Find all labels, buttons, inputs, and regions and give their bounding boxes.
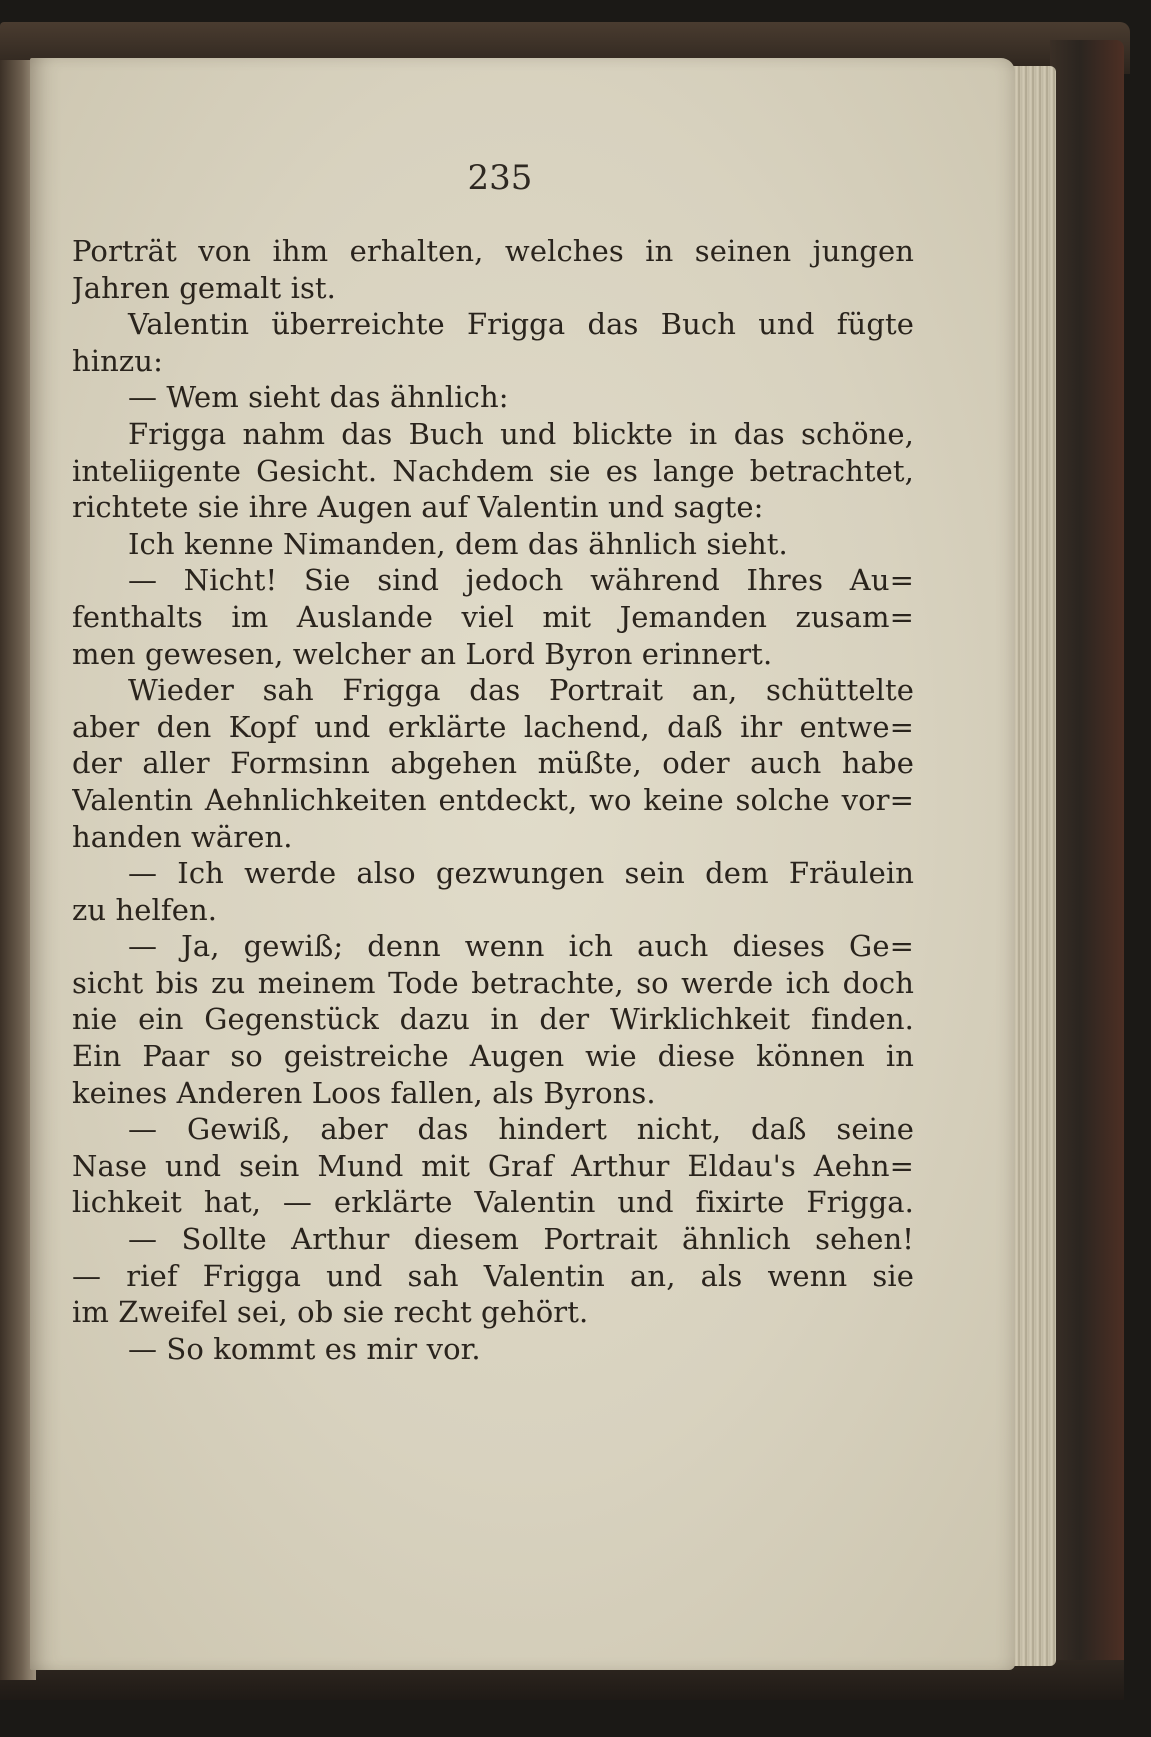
text-line: der aller Formsinn abgehen müßte, oder auch habe <box>72 746 914 781</box>
page-number: 235 <box>467 158 533 198</box>
text-line: — Gewiß, aber das hindert nicht, daß seine <box>128 1112 914 1147</box>
text-line: keines Anderen Loos fallen, als Byrons. <box>72 1075 656 1110</box>
text-line: im Zweifel sei, ob sie recht gehört. <box>72 1295 589 1330</box>
text-line: hinzu: <box>72 343 163 378</box>
book-page <box>30 58 1015 1670</box>
text-line: sicht bis zu meinem Tode betrachte, so werde ich doch <box>72 965 914 1000</box>
text-line: Valentin Aehnlichkeiten entdeckt, wo keine solche vor= <box>72 782 914 817</box>
text-line: — Wem sieht das ähnlich: <box>128 380 509 415</box>
text-line: fenthalts im Auslande viel mit Jemanden zusam= <box>72 599 914 634</box>
text-line: — Ja, gewiß; denn wenn ich auch dieses Ge= <box>128 929 914 964</box>
text-line: Ein Paar so geistreiche Augen wie diese können in <box>72 1039 914 1074</box>
text-line: — rief Frigga und sah Valentin an, als wenn sie <box>72 1258 914 1293</box>
text-line: Porträt von ihm erhalten, welches in seinen jungen <box>72 234 914 268</box>
text-line: men gewesen, welcher an Lord Byron erinnert. <box>72 636 773 671</box>
text-line: Frigga nahm das Buch und blickte in das schöne, <box>128 416 914 451</box>
text-line: — Sollte Arthur diesem Portrait ähnlich sehen! <box>128 1222 914 1257</box>
text-line: lichkeit hat, — erklärte Valentin und fixirte Frigga. <box>72 1185 914 1220</box>
text-line: Nase und sein Mund mit Graf Arthur Eldau's Aehn= <box>72 1148 914 1183</box>
text-line: Ich kenne Nimanden, dem das ähnlich sieht. <box>128 526 788 561</box>
page-text-block <box>72 233 914 1367</box>
text-line: — So kommt es mir vor. <box>128 1331 481 1366</box>
text-line: nie ein Gegenstück dazu in der Wirklichkeit finden. <box>72 1002 914 1037</box>
text-line: zu helfen. <box>72 892 218 927</box>
text-line: handen wären. <box>72 819 293 854</box>
text-line: inteliigente Gesicht. Nachdem sie es lange betrachtet, <box>72 453 914 488</box>
text-line: Valentin überreichte Frigga das Buch und fügte <box>128 307 914 342</box>
text-line: richtete sie ihre Augen auf Valentin und sagte: <box>72 490 764 525</box>
text-line: Wieder sah Frigga das Portrait an, schüttelte <box>128 673 914 708</box>
text-line: aber den Kopf und erklärte lachend, daß ihr entwe= <box>72 709 914 744</box>
text-line: — Nicht! Sie sind jedoch während Ihres Au= <box>128 563 914 598</box>
text-line: — Ich werde also gezwungen sein dem Fräulein <box>128 856 914 891</box>
text-line: Jahren gemalt ist. <box>72 270 337 305</box>
book-cover-right-edge <box>1050 40 1124 1680</box>
